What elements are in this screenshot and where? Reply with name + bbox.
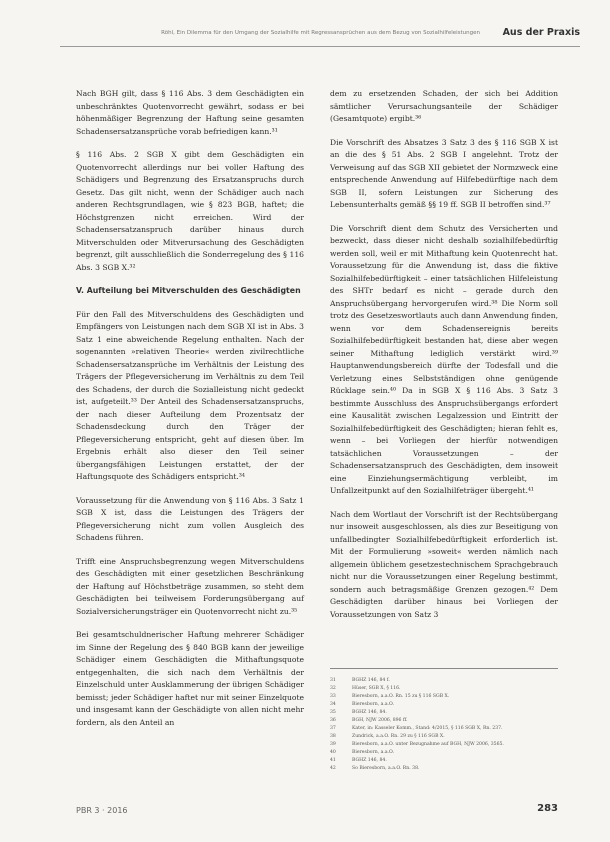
footnote-text: BGH, NJW 2006, 896 ff. <box>352 718 408 723</box>
paragraph: Bei gesamtschuldnerischer Haftung mehrerer Schädiger im Sinne der Regelung des § 840 BGB kann der jeweilige Schädiger einem Geschädigten die Mithaftungsquote entgegenhalten, die sich nach dem Verhältnis der Einzelschuld unter Ausklammerung der übrigen Schädiger bemisst; jeder Schädiger haftet nur mit seiner Einzelquote und insgesamt kann der Geschädigte von allen nicht mehr fordern, als den Anteil an <box>76 630 304 727</box>
footnote-number: 34 <box>330 702 336 707</box>
section-label: Aus der Praxis <box>502 27 580 38</box>
footnote-text: BGHZ 146, 84 f. <box>352 678 390 683</box>
footnote <box>330 685 558 693</box>
footnote-number: 38 <box>330 734 336 739</box>
footnote-text: Zundrick, a.a.O. Rn. 29 zu § 116 SGB X. <box>352 734 445 739</box>
page-number: 283 <box>537 803 558 814</box>
paragraph: § 116 Abs. 2 SGB X gibt dem Geschädigten ein Quotenvorrecht allerdings nur bei voller Haftung des Schädigers und Begrenzung des Ersatzanspruchs durch Gesetz. Das gilt nicht, wenn der Schädiger auch nach anderen Rechtsgrundlagen, wie § 823 BGB, haftet; die Höchstgrenzen nicht erreichen. Wird der Schadensersatzanspruch darüber hinaus durch Mitverschulden oder Mitverursachung des Geschädigten begrenzt, gilt ausschließlich die Sonderregelung des § 116 Abs. 3 SGB X.³² <box>76 150 304 272</box>
footnote-text: So Bieresborn, a.a.O. Rn. 38. <box>352 766 420 771</box>
paragraph: Für den Fall des Mitverschuldens des Geschädigten und Empfängers von Leistungen nach dem SGB XI ist in Abs. 3 Satz 1 eine abweichende Regelung enthalten. Nach der sogenannten »relativen Theorie« werden zivilrechtliche Schadensersatzansprüche im Verhältnis der Leistung des Trägers der Pflegeversicherung im Verhältnis zu dem Teil des Schadens, der durch die Sozialleistung nicht gedeckt ist, aufgeteilt.³³ Der Anteil des Schadensersatzanspruchs, der nach dieser Aufteilung dem Prozentsatz der Schadensdeckung durch den Träger der Pflegeversicherung entspricht, geht auf diesen über. Im Ergebnis erhält also dieser den Teil seiner übergangsfähigen Leistungen erstattet, der der Haftungsquote des Schädigers entspricht.³⁴ <box>76 309 304 481</box>
footnote <box>330 701 558 709</box>
footnote-number: 31 <box>330 678 336 683</box>
paragraph: Trifft eine Anspruchsbegrenzung wegen Mitverschuldens des Geschädigten mit einer gesetzlichen Beschränkung der Haftung auf Höchstbeträge zusammen, so steht dem Geschädigten bei teilweisem Forderungsübergang auf Sozialversicherungsträger ein Quotenvorrecht nicht zu.³⁵ <box>76 556 304 616</box>
paragraph: Die Vorschrift dient dem Schutz des Versicherten und bezweckt, dass dieser nicht deshalb sozialhilfebedürftig werden soll, weil er mit Mithaftung kein Quotenrecht hat. Voraussetzung für die Anwendung ist, dass die fiktive Sozialhilfebedürftigkeit – einer tatsächlichen Hilfeleistung des SHTr bedarf es nicht – gerade durch den Anspruchsübergang hervorgerufen wird.³⁸ Die Norm soll trotz des Gesetzeswortlauts auch dann Anwendung finden, wenn vor dem Schadensereignis bereits Sozialhilfebedürftigkeit bestanden hat, diese aber wegen seiner Mithaftung lediglich verstärkt wird.³⁹ Hauptanwendungsbereich dürfte der Todesfall und die Verletzung eines Selbstständigen ohne genügende Rücklage sein.⁴⁰ Da in SGB X § 116 Abs. 3 Satz 3 bestimmte Ausschluss des Anspruchsübergangs erfordert eine Kausalität zwischen Legalzession und Eintritt der Sozialhilfebedürftigkeit des Geschädigten; hieran fehlt es, wenn – bei Vorliegen der hierfür notwendigen tatsächlichen Voraussetzungen – der Schadensersatzanspruch des Geschädigten, dem insoweit eine Einziehungsermächtigung verbleibt, im Unfallzeitpunkt auf den Sozialhilfeträger übergeht.⁴¹ <box>330 223 558 495</box>
left-column <box>76 88 304 740</box>
right-column <box>330 88 558 632</box>
footnote <box>330 717 558 725</box>
footnote-text: Bieresborn, a.a.O. unter Bezugnahme auf BGH, NJW 2006, 3565. <box>352 742 504 747</box>
footnote-text: Bieresborn, a.a.O. Rn. 15 zu § 116 SGB X. <box>352 694 450 699</box>
footnote-text: Hüser, SGB X, § 116. <box>352 686 401 691</box>
footnote <box>330 765 558 773</box>
footnote-number: 40 <box>330 750 336 755</box>
footnote-text: BGHZ 146, 84. <box>352 710 387 715</box>
footnote <box>330 757 558 765</box>
footnote <box>330 725 558 733</box>
footnote-text: BGHZ 146, 84. <box>352 758 387 763</box>
footnote <box>330 741 558 749</box>
footnote-number: 41 <box>330 758 336 763</box>
footnote-number: 35 <box>330 710 336 715</box>
footnote-number: 37 <box>330 726 336 731</box>
footnote-number: 39 <box>330 742 336 747</box>
footnote-text: Bieresborn, a.a.O. <box>352 750 394 755</box>
footnote-number: 32 <box>330 686 336 691</box>
paragraph: Nach BGH gilt, dass § 116 Abs. 3 dem Geschädigten ein unbeschränktes Quotenvorrecht gewährt, sodass er bei höhenmäßiger Begrenzung der Haftung seine gesamten Schadensersatzansprüche vorab befriedigen kann.³¹ <box>76 89 304 136</box>
footnote-text: Bieresborn, a.a.O. <box>352 702 394 707</box>
section-heading: V. Aufteilung bei Mitverschulden des Geschädigten <box>76 286 301 295</box>
footnote <box>330 749 558 757</box>
footnotes <box>330 668 558 773</box>
paragraph: dem zu ersetzenden Schaden, der sich bei Addition sämtlicher Verursachungsanteile der Schädiger (Gesamtquote) ergibt.³⁶ <box>330 89 558 123</box>
journal-issue: PBR 3 · 2016 <box>76 806 128 815</box>
paragraph: Voraussetzung für die Anwendung von § 116 Abs. 3 Satz 1 SGB X ist, dass die Leistungen des Trägers der Pflegeversicherung nicht zum vollen Ausgleich des Schadens führen. <box>76 495 304 542</box>
footnote-number: 33 <box>330 694 336 699</box>
running-header <box>60 26 580 47</box>
footnote <box>330 677 558 685</box>
footnote <box>330 709 558 717</box>
footnote-text: Kater, in: Kasseler Komm., Stand: 4/2015, § 116 SGB X, Rn. 237. <box>352 726 503 731</box>
footnote <box>330 733 558 741</box>
paragraph: Nach dem Wortlaut der Vorschrift ist der Rechtsübergang nur insoweit ausgeschlossen, als dies zur Beseitigung von unfallbedingter Sozialhilfebedürftigkeit erforderlich ist. Mit der Formulierung »soweit« werden nämlich nach allgemein üblichem gesetzestechnischem Sprachgebrauch nicht nur die Voraussetzungen einer Regelung bestimmt, sondern auch betragsmäßige Grenzen gezogen.⁴² Dem Geschädigten darüber hinaus bei Vorliegen der Voraussetzungen von Satz 3 <box>330 509 558 619</box>
footnote-number: 36 <box>330 718 336 723</box>
footnote-number: 42 <box>330 766 336 771</box>
running-title: Röhl, Ein Dilemma für den Umgang der Sozialhilfe mit Regressansprüchen aus dem Bezug von Sozialhilfeleistungen <box>161 30 480 36</box>
paragraph: Die Vorschrift des Absatzes 3 Satz 3 des § 116 SGB X ist an die des § 51 Abs. 2 SGB I angelehnt. Trotz der Verweisung auf das SGB XII gebietet der Normzweck eine entsprechende Anwendung auf Hilfebedürftige nach dem SGB II, sofern Leistungen zur Sicherung des Lebensunterhalts gemäß §§ 19 ff. SGB II betroffen sind.³⁷ <box>330 137 558 209</box>
footnote <box>330 693 558 701</box>
